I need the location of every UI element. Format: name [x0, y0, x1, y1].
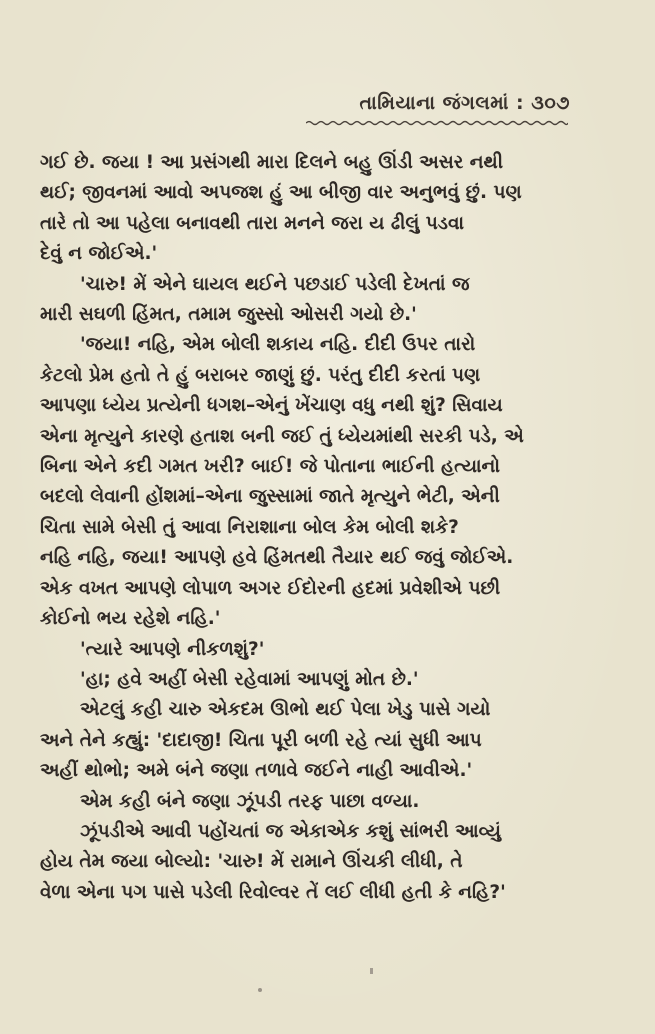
- text-line: અને તેને કહ્યું: 'દાદાજી! ચિતા પૂરી બળી રહે ત્યાં સુધી આપ: [40, 729, 482, 751]
- text-line: બિના એને કદી ગમત ખરી? બાઈ! જે પોતાના ભાઈની હત્યાનો: [40, 456, 500, 478]
- text-line: એક વખત આપણે લોપાળ અગર ઈદોરની હદમાં પ્રવેશીએ પછી: [40, 577, 501, 599]
- text-line: નહિ નહિ, જયા! આપણે હવે હિંમતથી તૈયાર થઈ જવું જોઈએ.: [40, 547, 514, 569]
- text-line: દેવું ન જોઈએ.': [40, 243, 158, 265]
- text-line: બદલો લેવાની હોંશમાં–એના જુસ્સામાં જાતે મૃત્યુને ભેટી, એની: [40, 486, 500, 508]
- paragraph-7: [40, 787, 618, 817]
- paragraph-4: [40, 635, 618, 665]
- text-line: હોય તેમ જયા બોલ્યો: 'ચારુ! મેં રામાને ઊંચકી લીધી, તે: [40, 851, 463, 873]
- running-head: તામિયાના જંગલમાં : ૩૦૭: [359, 92, 570, 114]
- paragraph-3: [40, 330, 618, 360]
- text-line: ગઈ છે. જયા ! આ પ્રસંગથી મારા દિલને બહુ ઊંડી અસર નથી: [40, 152, 503, 173]
- text-line: એમ કહી બંને જણા ઝૂંપડી તરફ પાછા વળ્યા.: [80, 790, 420, 812]
- page-body: [40, 148, 618, 908]
- text-line: ચિતા સામે બેસી તું આવા નિરાશાના બોલ કેમ બોલી શકે?: [40, 516, 459, 538]
- paragraph-3-cont: [40, 361, 618, 635]
- text-line: અહીં થોભો; અમે બંને જણા તળાવે જઈને નાહી આવીએ.': [40, 760, 473, 782]
- text-line: ઝૂંપડીએ આવી પહોંચતાં જ એકાએક કશું સાંભરી આવ્યું: [80, 820, 501, 842]
- text-line: એટલું કહી ચારુ એકદમ ઊભો થઈ પેલા ખેડુ પાસે ગયો: [80, 699, 491, 721]
- paragraph-8: [40, 817, 618, 847]
- text-line: 'ત્યારે આપણે નીકળશું?': [80, 638, 265, 660]
- paragraph-2: [40, 270, 618, 300]
- text-line: 'હા; હવે અહીં બેસી રહેવામાં આપણું મોત છે.': [80, 668, 419, 690]
- paragraph-6-cont: [40, 726, 618, 787]
- text-line: કોઈનો ભય રહેશે નહિ.': [40, 608, 221, 630]
- text-line: વેળા એના પગ પાસે પડેલી રિવોલ્વર તેં લઈ લીધી હતી કે નહિ?': [40, 881, 506, 903]
- text-line: થઈ; જીવનમાં આવો અપજશ હું આ બીજી વાર અનુભવું છું. પણ: [40, 182, 522, 204]
- text-line: કેટલો પ્રેમ હતો તે હું બરાબર જાણું છું. પરંતુ દીદી કરતાં પણ: [40, 364, 481, 386]
- print-speck: [258, 988, 262, 992]
- text-line: તારે તો આ પહેલા બનાવથી તારા મનને જરા ય ઢીલું પડવા: [40, 212, 465, 234]
- paragraph-6: [40, 695, 618, 725]
- paragraph-2-cont: [40, 300, 618, 330]
- text-line: એના મૃત્યુને કારણે હતાશ બની જઈ તું ધ્યેયમાંથી સરકી પડે, એ: [40, 425, 524, 447]
- decorative-wavy-rule: [306, 120, 568, 126]
- print-speck: [370, 968, 373, 974]
- text-line: 'ચારુ! મેં એને ઘાયલ થઈને પછડાઈ પડેલી દેખતાં જ: [80, 273, 470, 295]
- paragraph-8-cont: [40, 847, 618, 908]
- text-line: 'જયા! નહિ, એમ બોલી શકાય નહિ. દીદી ઉપર તારો: [80, 334, 476, 356]
- text-line: આપણા ધ્યેય પ્રત્યેની ધગશ–એનું ખેંચાણ વધુ નથી શું? સિવાય: [40, 395, 503, 417]
- paragraph-1: [40, 148, 618, 270]
- paragraph-5: [40, 665, 618, 695]
- text-line: મારી સઘળી હિંમત, તમામ જુસ્સો ઓસરી ગયો છે.': [40, 304, 417, 326]
